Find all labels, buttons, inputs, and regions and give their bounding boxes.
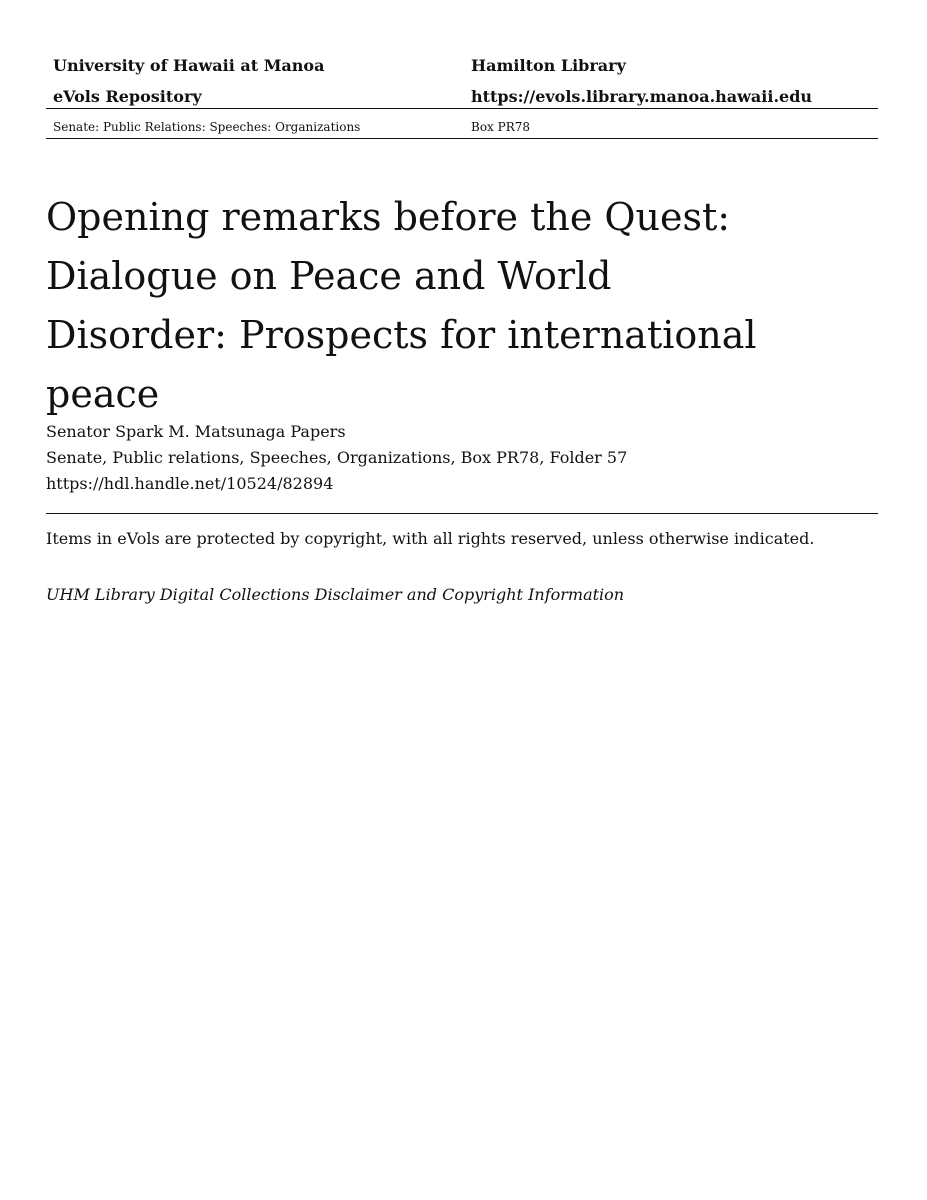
institution-name: University of Hawaii at Manoa: [53, 56, 325, 75]
document-header: [46, 52, 878, 134]
header-divider-top: [46, 108, 878, 109]
folder-location: Senate, Public relations, Speeches, Organizations, Box PR78, Folder 57: [46, 448, 628, 467]
header-divider-bottom: [46, 138, 878, 139]
repository-name: eVols Repository: [53, 87, 202, 106]
disclaimer-link[interactable]: UHM Library Digital Collections Disclaimer and Copyright Information: [46, 585, 625, 604]
collection-path: Senate: Public Relations: Speeches: Organizations: [53, 120, 361, 134]
header-row-2: [46, 83, 878, 114]
collection-name: Senator Spark M. Matsunaga Papers: [46, 422, 346, 441]
document-title: [46, 188, 878, 424]
handle-link[interactable]: https://hdl.handle.net/10524/82894: [46, 474, 334, 493]
repository-url[interactable]: https://evols.library.manoa.hawaii.edu: [471, 87, 813, 106]
header-row-1: [46, 52, 878, 83]
content-divider: [46, 513, 878, 514]
document-metadata: [46, 419, 878, 497]
library-name: Hamilton Library: [471, 56, 626, 75]
header-sub-row: [46, 116, 878, 138]
title-line-3: Disorder: Prospects for international peace: [46, 313, 757, 416]
title-line-1: Opening remarks before the Quest:: [46, 195, 731, 239]
copyright-notice: Items in eVols are protected by copyright, with all rights reserved, unless otherwise indicated.: [46, 529, 815, 548]
box-label: Box PR78: [471, 120, 531, 134]
title-line-2: Dialogue on Peace and World: [46, 254, 612, 298]
